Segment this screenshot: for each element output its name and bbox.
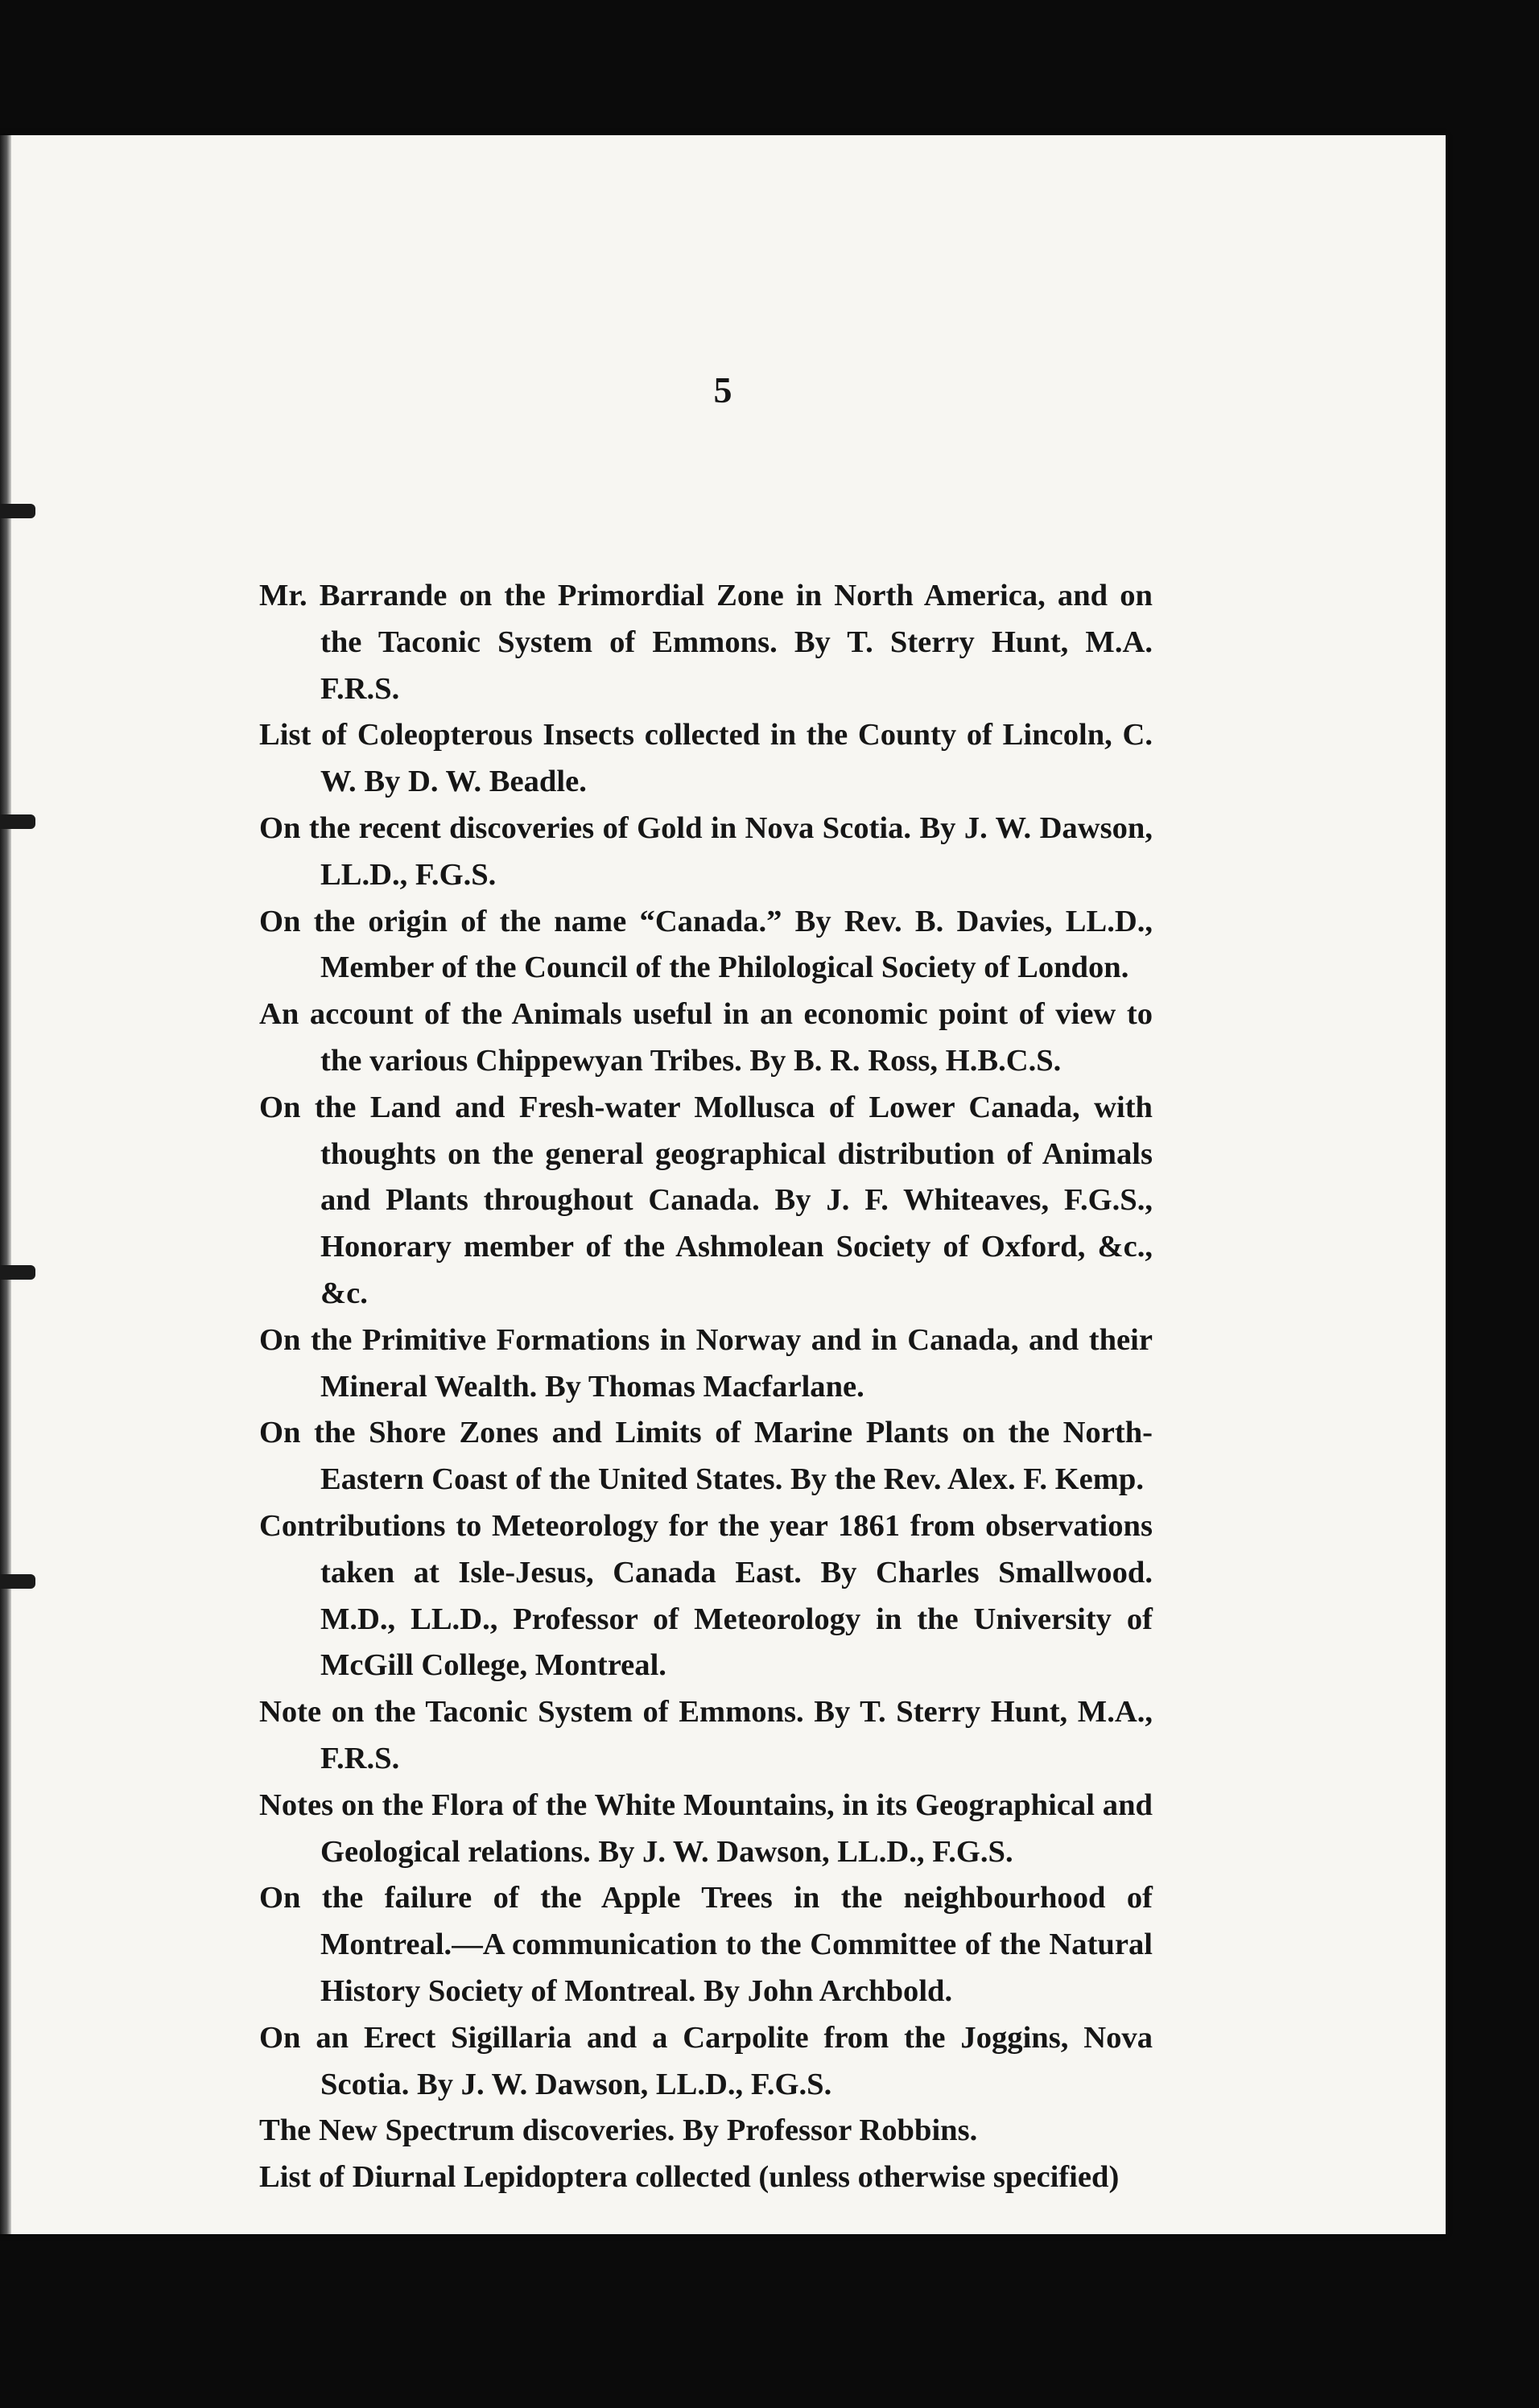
contents-entry: On the Primitive Formations in Norway and in Canada, and their Mineral Wealth. By Thomas Macfarlane. bbox=[259, 1322, 1153, 1404]
contents-entry: On the Shore Zones and Limits of Marine Plants on the North-Eastern Coast of the United States. By the Rev. Alex. F. Kemp. bbox=[259, 1416, 1153, 1497]
contents-entry: The New Spectrum discoveries. By Professor Robbins. bbox=[259, 2113, 978, 2148]
contents-entry: List of Diurnal Lepidoptera collected (unless otherwise specified) bbox=[259, 2160, 1120, 2195]
contents-entry: Notes on the Flora of the White Mountains, in its Geographical and Geological relations. By J. W. Dawson, LL.D., F.G.S. bbox=[259, 1787, 1153, 1869]
binding-edge bbox=[0, 135, 11, 2234]
binding-tab-mark bbox=[0, 814, 35, 829]
contents-entry: An account of the Animals useful in an economic point of view to the various Chippewyan Tribes. By B. R. Ross, H.B.C.S. bbox=[259, 997, 1153, 1078]
binding-tab-mark bbox=[0, 1265, 35, 1280]
contents-list bbox=[259, 573, 1153, 2201]
contents-entry: On the recent discoveries of Gold in Nova Scotia. By J. W. Dawson, LL.D., F.G.S. bbox=[259, 810, 1153, 892]
binding-tab-mark bbox=[0, 1574, 35, 1589]
contents-entry: Mr. Barrande on the Primordial Zone in North America, and on the Taconic System of Emmons. By T. Sterry Hunt, M.A. F.R.S. bbox=[259, 579, 1153, 706]
contents-entry: List of Coleopterous Insects collected in the County of Lincoln, C. W. By D. W. Beadle. bbox=[259, 718, 1153, 799]
contents-entry: On an Erect Sigillaria and a Carpolite from the Joggins, Nova Scotia. By J. W. Dawson, LL.D., F.G.S. bbox=[259, 2020, 1153, 2101]
binding-tab-mark bbox=[0, 504, 35, 518]
contents-entry: Note on the Taconic System of Emmons. By T. Sterry Hunt, M.A., F.R.S. bbox=[259, 1695, 1153, 1775]
contents-entry: On the Land and Fresh-water Mollusca of Lower Canada, with thoughts on the general geographical distribution of Animals and Plants throughout Canada. By J. F. Whiteaves, F.G.S., Honorary member of the Ashmolean Society of Oxford, &c., &c. bbox=[259, 1090, 1153, 1310]
page-number: 5 bbox=[713, 369, 732, 410]
contents-entry: Contributions to Meteorology for the year 1861 from observations taken at Isle-Jesus, Canada East. By Charles Smallwood. M.D., LL.D., Professor of Meteorology in the University of McGill College, Montreal. bbox=[259, 1508, 1153, 1683]
document-page bbox=[0, 135, 1446, 2234]
contents-entry: On the failure of the Apple Trees in the neighbourhood of Montreal.—A communication to the Committee of the Natural History Society of Montreal. By John Archbold. bbox=[259, 1881, 1153, 2008]
contents-entry: On the origin of the name “Canada.” By Rev. B. Davies, LL.D., Member of the Council of the Philological Society of London. bbox=[259, 904, 1153, 985]
